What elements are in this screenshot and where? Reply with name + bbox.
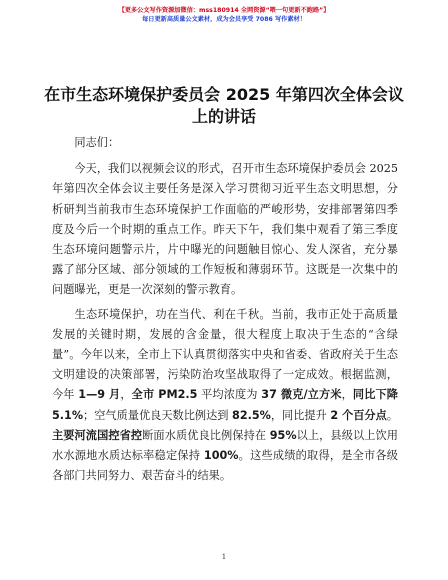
paragraph-2 xyxy=(52,305,398,487)
salutation: 同志们： xyxy=(74,136,120,149)
para2-bold-ratio: 82.5% xyxy=(232,408,271,422)
para2-text-7: 。 xyxy=(386,408,398,422)
para2-text-8: 断面水质优良比例保持在 xyxy=(142,428,270,442)
promo-banner xyxy=(0,6,448,24)
para2-bold-decrease: 同比下降 5.1% xyxy=(52,388,398,422)
para2-text-6: ，同比提升 xyxy=(270,408,331,422)
promo-banner-line-1: 【更多公文写作资源加微信：mss180914 全网资源“喂一句更新不跑路”】 xyxy=(118,7,330,14)
para2-text-9: 以上，县级以上饮用水水源地水质达标率稳定保持 xyxy=(52,428,398,463)
para2-text-2: ， xyxy=(120,388,132,402)
para2-bold-points: 2 个百分点 xyxy=(330,408,387,422)
para2-text-10: 。这些成绩的取得，是全市各级各部门共同努力、艰苦奋斗的结果。 xyxy=(52,449,398,483)
para2-text-4: ， xyxy=(341,388,353,402)
document-title: 在市生态环境保护委员会 2025 年第四次全体会议上的讲话 xyxy=(44,85,404,126)
promo-banner-line-2: 每日更新高质量公文素材，成为会员享受 7086 写作素材！ xyxy=(142,16,306,23)
para2-text-3: 平均浓度为 xyxy=(197,388,262,402)
para2-bold-concentration: 37 微克/立方米 xyxy=(261,388,342,402)
page-number: 1 xyxy=(221,553,227,561)
para2-text-5: ；空气质量优良天数比例达到 xyxy=(83,408,233,422)
para2-bold-100: 100% xyxy=(203,449,239,463)
document-body xyxy=(52,133,398,492)
para2-bold-95: 95% xyxy=(269,428,297,442)
para2-bold-pm25: 全市 PM2.5 xyxy=(131,388,198,402)
para2-bold-period: 1—9 月 xyxy=(78,388,121,402)
paragraph-1: 今天，我们以视频会议的形式，召开市生态环境保护委员会 2025 年第四次全体会议主要任务是深入学习贯彻习近平生态文明思想，分析研判当前我市生态环境保护工作面临的严峻形势，安排部署第四季度及今后一个时期的重点工作。昨天下午，我们集中观看了第三季度生态环境问题警示片，片中曝光的问题触目惊心、发人深省，充分暴露了部分区域、部分领域的工作短板和薄弱环节。这既是一次集中的问题曝光，更是一次深刻的警示教育。 xyxy=(52,162,398,297)
para2-text-1: 生态环境保护，功在当代、利在千秋。当前，我市正处于高质量发展的关键时期，发展的含金量，很大程度上取决于生态的“含绿量”。今年以来，全市上下认真贯彻落实中央和省委、省政府关于生态文明建设的决策部署，污染防治攻坚战取得了一定成效。根据监测，今年 xyxy=(52,307,398,402)
para2-bold-rivers: 主要河流国控省控 xyxy=(52,428,143,442)
